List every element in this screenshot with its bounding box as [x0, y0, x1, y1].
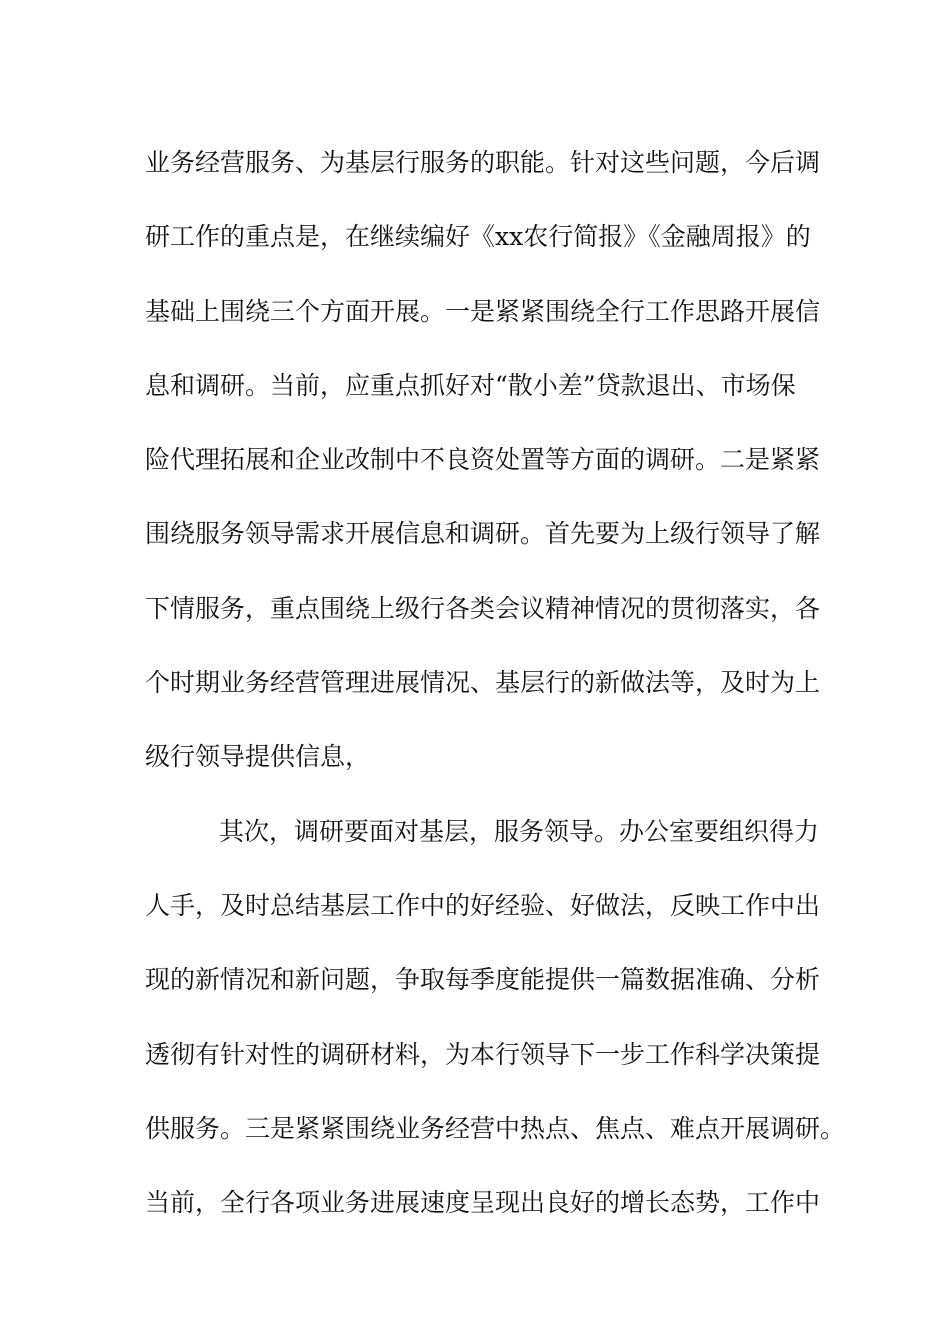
text-line: 个时期业务经营管理进展情况、基层行的新做法等，及时为上 [145, 668, 821, 698]
text-line: 下情服务，重点围绕上级行各类会议精神情况的贯彻落实，各 [145, 593, 821, 623]
paragraph-start-line: 其次，调研要面对基层，服务领导。办公室要组织得力 [219, 816, 820, 846]
text-line: 人手，及时总结基层工作中的好经验、好做法，反映工作中出 [145, 890, 821, 920]
text-line: 业务经营服务、为基层行服务的职能。针对这些问题，今后调 [145, 148, 821, 177]
text-line: 研工作的重点是，在继续编好《xx农行简报》《金融周报》的 [145, 222, 811, 252]
text-line: 险代理拓展和企业改制中不良资处置等方面的调研。二是紧紧 [145, 445, 821, 475]
text-line: 基础上围绕三个方面开展。一是紧紧围绕全行工作思路开展信 [145, 296, 821, 326]
text-line: 级行领导提供信息， [145, 742, 371, 772]
text-line: 供服务。三是紧紧围绕业务经营中热点、焦点、难点开展调研。 [145, 1113, 846, 1143]
text-line: 围绕服务领导需求开展信息和调研。首先要为上级行领导了解 [145, 519, 821, 549]
text-line: 息和调研。当前，应重点抓好对“散小差”贷款退出、市场保 [145, 370, 796, 400]
text-line: 当前，全行各项业务进展速度呈现出良好的增长态势，工作中 [145, 1188, 821, 1218]
text-line: 透彻有针对性的调研材料，为本行领导下一步工作科学决策提 [145, 1039, 821, 1069]
document-body [145, 126, 846, 1240]
text-line: 现的新情况和新问题，争取每季度能提供一篇数据准确、分析 [145, 965, 821, 995]
